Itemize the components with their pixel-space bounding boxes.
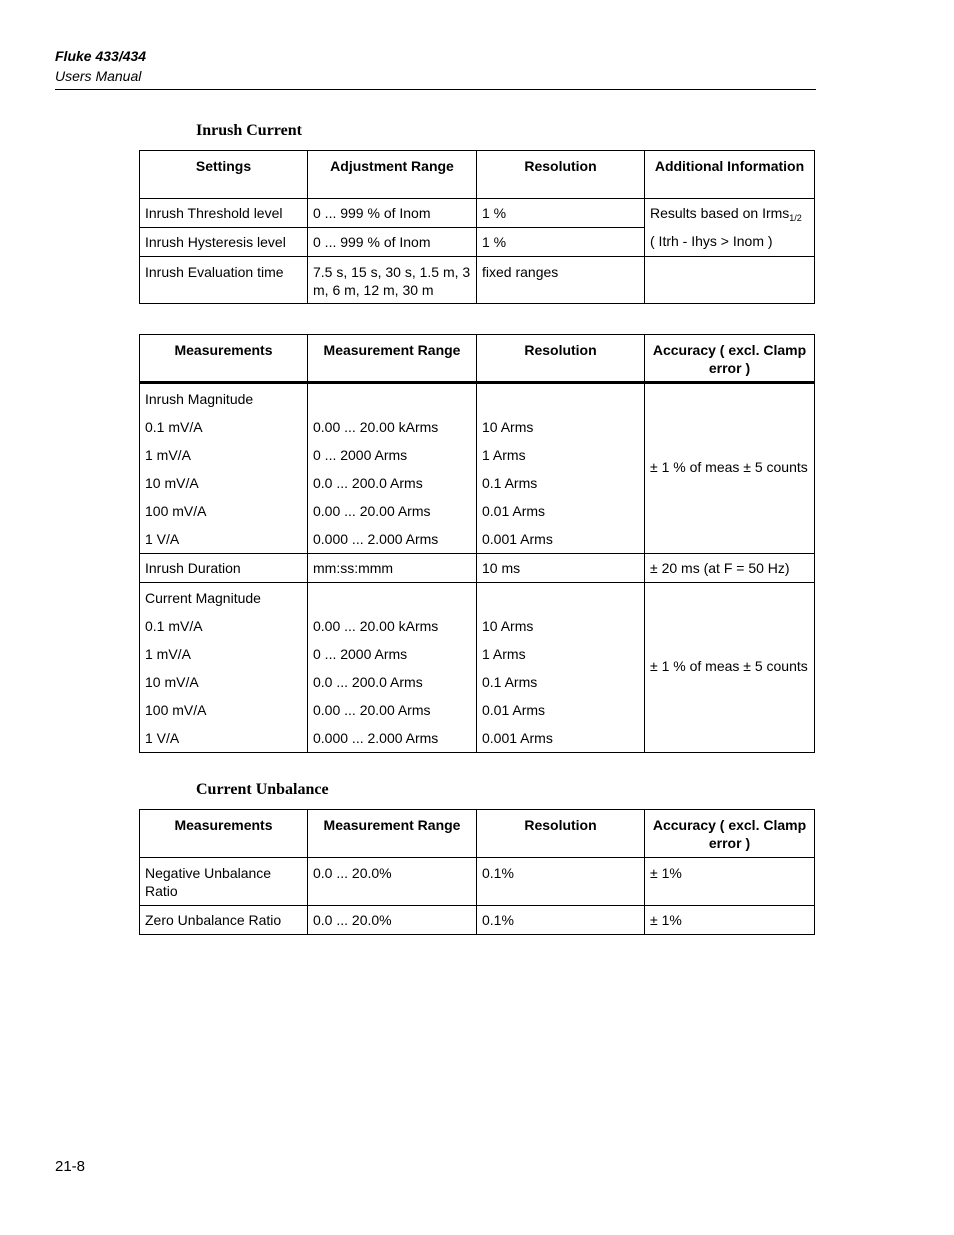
measurement-resolutions-cell — [477, 383, 645, 554]
table-row — [140, 554, 815, 583]
table-cell: 1 % — [477, 199, 645, 228]
list-item: 0.1 mV/A — [145, 618, 203, 634]
list-item: 1 V/A — [145, 531, 180, 547]
column-header: Measurements — [140, 810, 308, 858]
list-item: Current Magnitude — [145, 590, 261, 606]
column-header: Adjustment Range — [308, 151, 477, 199]
additional-info-cell — [645, 199, 815, 257]
list-item — [313, 584, 471, 612]
section-title-inrush-current: Inrush Current — [196, 122, 302, 139]
additional-info-condition: ( Itrh - Ihys > Inom ) — [650, 233, 773, 249]
table-header-row — [140, 810, 815, 858]
list-item: Inrush Magnitude — [145, 391, 254, 407]
list-item — [482, 584, 639, 612]
table-cell: Inrush Duration — [140, 554, 308, 583]
list-item: 10 mV/A — [145, 475, 199, 491]
column-header: Resolution — [477, 151, 645, 199]
table-cell: Zero Unbalance Ratio — [140, 906, 308, 935]
list-item: 0.01 Arms — [482, 503, 546, 519]
list-item: 10 Arms — [482, 618, 534, 634]
list-item: 0 ... 2000 Arms — [313, 646, 408, 662]
table-cell: 0 ... 999 % of Inom — [308, 228, 477, 257]
list-item: 0.0 ... 200.0 Arms — [313, 475, 423, 491]
table-cell: Inrush Threshold level — [140, 199, 308, 228]
table-header-row — [140, 151, 815, 199]
list-item: 0.01 Arms — [482, 702, 546, 718]
list-item: 1 V/A — [145, 730, 180, 746]
table-cell: fixed ranges — [477, 257, 645, 304]
table-header-row — [140, 335, 815, 383]
table-cell: ± 1% — [645, 906, 815, 935]
table-cell: ± 20 ms (at F = 50 Hz) — [645, 554, 815, 583]
list-item: 0.1 Arms — [482, 475, 538, 491]
list-item: 10 Arms — [482, 419, 534, 435]
table-cell — [645, 257, 815, 304]
header-rule — [55, 89, 816, 90]
table-cell: 0.0 ... 20.0% — [308, 906, 477, 935]
table-cell: Inrush Hysteresis level — [140, 228, 308, 257]
list-item: 0.00 ... 20.00 Arms — [313, 702, 431, 718]
measurement-resolutions-cell — [477, 583, 645, 753]
accuracy-cell: ± 1 % of meas ± 5 counts — [645, 383, 815, 554]
table-cell: 0 ... 999 % of Inom — [308, 199, 477, 228]
inrush-measurements-table — [139, 334, 815, 753]
table-cell: 0.1% — [477, 858, 645, 906]
table-row — [140, 583, 815, 753]
list-item: 0.1 mV/A — [145, 419, 203, 435]
column-header: Resolution — [477, 335, 645, 383]
table-cell: Inrush Evaluation time — [140, 257, 308, 304]
measurement-labels-cell — [140, 583, 308, 753]
list-item: 1 Arms — [482, 646, 526, 662]
list-item: 0.1 Arms — [482, 674, 538, 690]
table-row — [140, 199, 815, 228]
list-item: 0.00 ... 20.00 kArms — [313, 618, 439, 634]
table-row — [140, 858, 815, 906]
column-header: Measurements — [140, 335, 308, 383]
section-title-current-unbalance: Current Unbalance — [196, 781, 329, 798]
list-item: 1 Arms — [482, 447, 526, 463]
list-item: 0.001 Arms — [482, 730, 553, 746]
list-item: 0.001 Arms — [482, 531, 553, 547]
column-header: Accuracy ( excl. Clamp error ) — [645, 810, 815, 858]
list-item: 1 mV/A — [145, 447, 191, 463]
list-item: 10 mV/A — [145, 674, 199, 690]
table-cell: mm:ss:mmm — [308, 554, 477, 583]
list-item: 0.000 ... 2.000 Arms — [313, 730, 439, 746]
column-header: Measurement Range — [308, 810, 477, 858]
column-header: Resolution — [477, 810, 645, 858]
list-item: 100 mV/A — [145, 702, 207, 718]
column-header: Settings — [140, 151, 308, 199]
table-cell: 0.1% — [477, 906, 645, 935]
page-number: 21-8 — [55, 1158, 86, 1175]
table-cell: 10 ms — [477, 554, 645, 583]
measurement-ranges-cell — [308, 583, 477, 753]
table-cell: 7.5 s, 15 s, 30 s, 1.5 m, 3 m, 6 m, 12 m, 30 m — [308, 257, 477, 304]
list-item — [482, 385, 639, 413]
table-row — [140, 383, 815, 554]
list-item — [313, 385, 471, 413]
list-item: 1 mV/A — [145, 646, 191, 662]
column-header: Measurement Range — [308, 335, 477, 383]
measurement-ranges-cell — [308, 383, 477, 554]
list-item: 0.00 ... 20.00 Arms — [313, 503, 431, 519]
column-header: Accuracy ( excl. Clamp error ) — [645, 335, 815, 383]
measurement-labels-cell — [140, 383, 308, 554]
additional-info-subscript: 1/2 — [789, 213, 802, 223]
table-row — [140, 257, 815, 304]
column-header: Additional Information — [645, 151, 815, 199]
table-row — [140, 906, 815, 935]
additional-info-text: Results based on Irms — [650, 205, 790, 221]
list-item: 0.000 ... 2.000 Arms — [313, 531, 439, 547]
list-item: 100 mV/A — [145, 503, 207, 519]
inrush-settings-table — [139, 150, 815, 304]
list-item: 0.0 ... 200.0 Arms — [313, 674, 423, 690]
list-item: 0.00 ... 20.00 kArms — [313, 419, 439, 435]
accuracy-cell: ± 1 % of meas ± 5 counts — [645, 583, 815, 753]
table-cell: Negative Unbalance Ratio — [140, 858, 308, 906]
table-cell: 1 % — [477, 228, 645, 257]
manual-subtitle: Users Manual — [55, 68, 142, 84]
list-item: 0 ... 2000 Arms — [313, 447, 408, 463]
manual-title: Fluke 433/434 — [55, 48, 147, 64]
table-cell: 0.0 ... 20.0% — [308, 858, 477, 906]
table-cell: ± 1% — [645, 858, 815, 906]
current-unbalance-table — [139, 809, 815, 935]
